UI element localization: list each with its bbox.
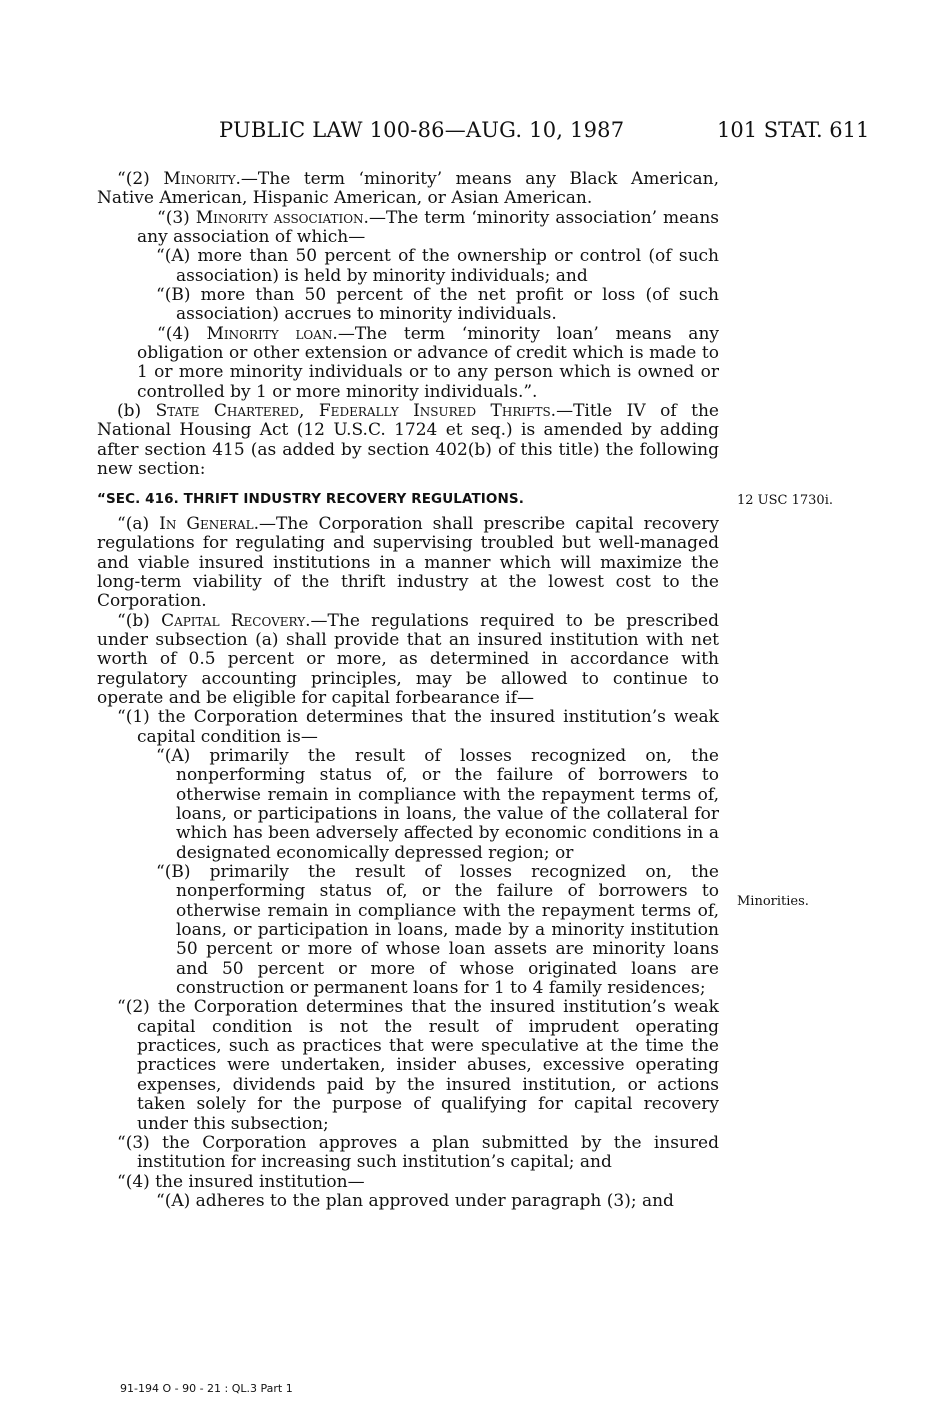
print-code-footer: 91-194 O - 90 - 21 : QL.3 Part 1 xyxy=(120,1382,293,1395)
paragraph-minority-loan: “(4) Minority loan.—The term ‘minority loan’ means any obligation or other extension or advance of credit which is made to 1 or more minority individuals or to any person which is owned or controlled by 1 or more minority individuals.”. xyxy=(137,323,719,402)
term-minority-loan: Minority loan xyxy=(206,323,333,344)
running-header-title: PUBLIC LAW 100-86—AUG. 10, 1987 xyxy=(219,118,625,142)
paragraph-minority: “(2) Minority.—The term ‘minority’ means any Black American, Native American, Hispanic American, or Asian American. xyxy=(97,169,719,209)
running-header-page-number: 101 STAT. 611 xyxy=(717,118,870,142)
term-state-chartered: State Chartered, Federally Insured Thrifts xyxy=(155,401,551,422)
paragraph-1-a: “(A) primarily the result of losses recognized on, the nonperforming status of, or the failure of borrowers to otherwise remain in compliance with the repayment terms of, loans, or participations in loans, the value of the collateral for which has been adversely affected by economic conditions in a designated economically depressed region; or xyxy=(156,745,719,863)
paragraph-minority-association: “(3) Minority association.—The term ‘minority association’ means any association of which— xyxy=(137,207,719,248)
term-capital-recovery: Capital Recovery xyxy=(161,610,306,631)
paragraph-1-b: “(B) primarily the result of losses recognized on, the nonperforming status of, or the failure of borrowers to otherwise remain in compliance with the repayment terms of, loans, or participation in loans, made by a minority institution 50 percent or more of whose loan assets are minority loans and 50 percent or more of whose originated loans are construction or permanent loans for 1 to 4 family residences; xyxy=(156,862,719,999)
paragraph-in-general: “(a) In General.—The Corporation shall prescribe capital recovery regulations for regulating and supervising troubled but well-managed and viable insured institutions in a manner which will maximize the long-term viability of the thrift industry at the lowest cost to the Corporation. xyxy=(97,513,719,612)
definitions-block xyxy=(97,170,719,1211)
margin-note-usc: 12 USC 1730i. xyxy=(737,493,833,508)
paragraph-capital-recovery: “(b) Capital Recovery.—The regulations required to be prescribed under subsection (a) shall provide that an insured institution with net worth of 0.5 percent or more, as determined in accordance with regulatory accounting principles, may be allowed to continue to operate and be eligible for capital forbearance if— xyxy=(97,610,719,708)
paragraph-4-a: “(A) adheres to the plan approved under paragraph (3); and xyxy=(156,1190,674,1211)
paragraph-4: “(4) the insured institution— xyxy=(117,1171,365,1192)
term-minority-association: Minority association xyxy=(195,207,364,228)
paragraph-minority-association-a: “(A) more than 50 percent of the ownership or control (of such association) is held by minority individuals; and xyxy=(156,246,719,286)
term-minority: Minority xyxy=(163,169,236,189)
paragraph-1: “(1) the Corporation determines that the insured institution’s weak capital condition is— xyxy=(117,707,719,747)
paragraph-subsection-b: (b) State Chartered, Federally Insured Thrifts.—Title IV of the National Housing Act (12 U.S.C. 1724 et seq.) is amended by adding after section 415 (as added by section 402(b) of this title) the following new section: xyxy=(97,401,719,480)
paragraph-3: “(3) the Corporation approves a plan submitted by the insured institution for increasing such institution’s capital; and xyxy=(117,1132,719,1173)
paragraph-2: “(2) the Corporation determines that the insured institution’s weak capital condition is not the result of imprudent operating practices, such as practices that were speculative at the time the practices were undertaken, insider abuses, excessive operating expenses, dividends paid by the insured institution, or actions taken solely for the purpose of qualifying for capital recovery under this subsection; xyxy=(117,997,719,1134)
margin-note-minorities: Minorities. xyxy=(737,894,809,909)
paragraph-minority-association-b: “(B) more than 50 percent of the net profit or loss (of such association) accrues to minority individuals. xyxy=(156,285,719,325)
term-in-general: In General xyxy=(159,513,254,534)
section-heading: “SEC. 416. THRIFT INDUSTRY RECOVERY REGULATIONS. xyxy=(97,490,524,507)
